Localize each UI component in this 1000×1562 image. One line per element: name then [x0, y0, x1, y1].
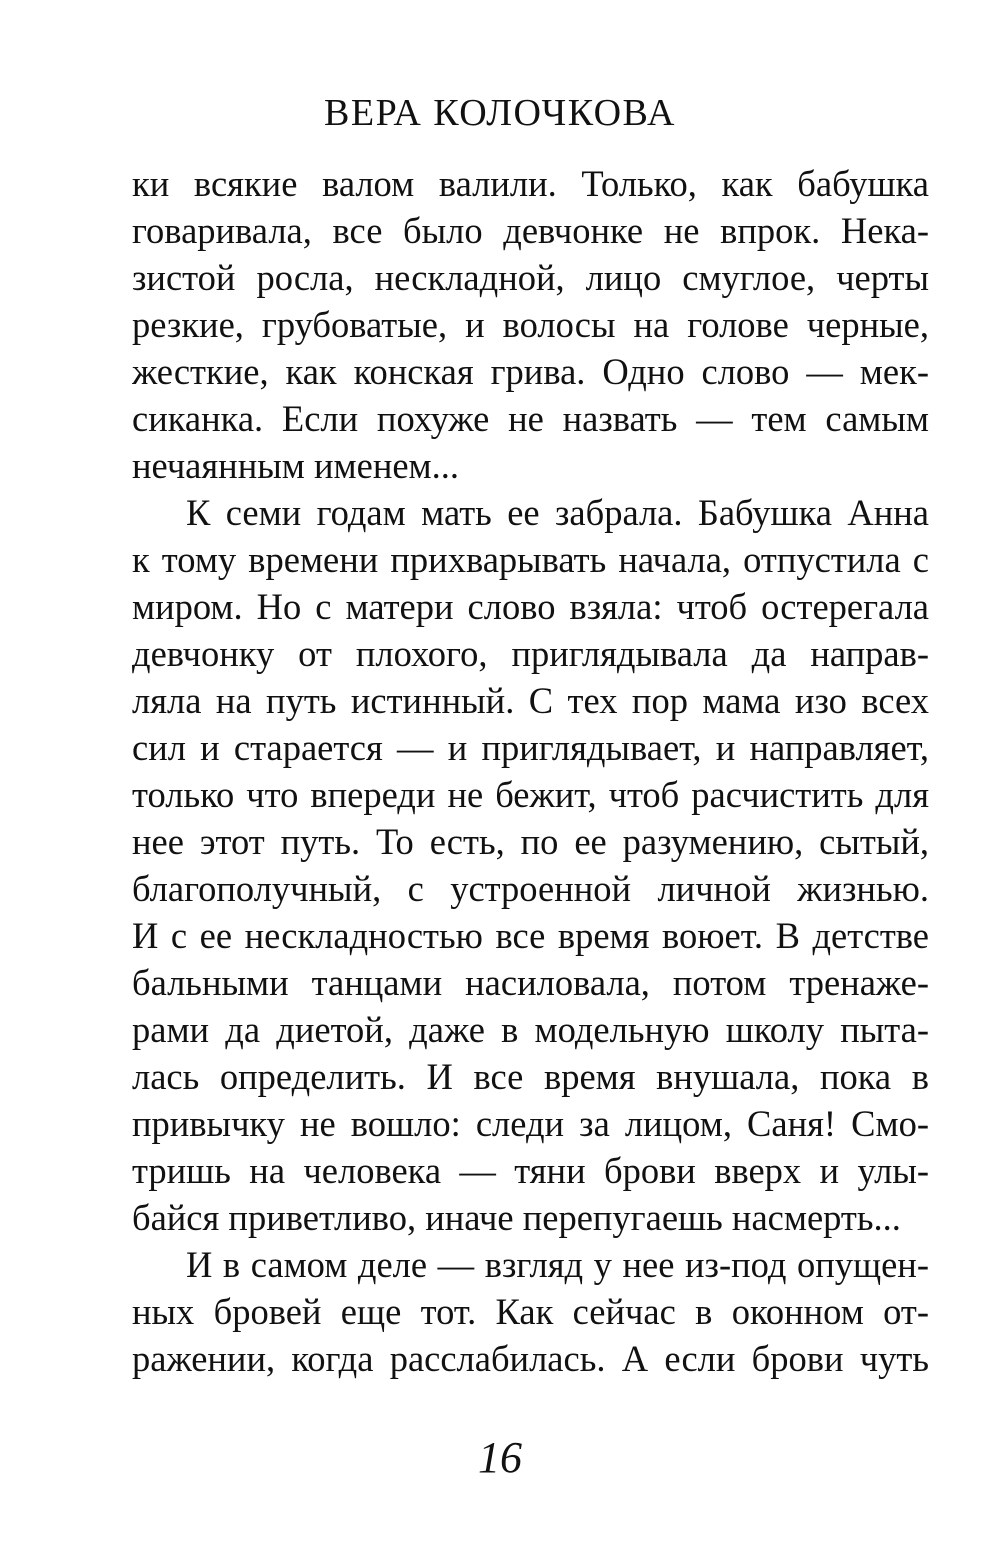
text-line: благополучный, с устроенной личной жизнью. — [132, 868, 929, 909]
text-line: жесткие, как конская грива. Одно слово — мек- — [132, 351, 929, 392]
text-line: говаривала, все было девчонке не впрок. Нека- — [132, 210, 929, 251]
running-head: ВЕРА КОЛОЧКОВА — [324, 92, 676, 134]
text-line: бальными танцами насиловала, потом тренаже- — [132, 962, 929, 1003]
text-line: рами да диетой, даже в модельную школу пыта- — [132, 1009, 929, 1050]
text-line: ражении, когда расслабилась. А если брови чуть — [132, 1338, 929, 1379]
paragraph — [132, 160, 929, 489]
text-line: тришь на человека — тяни брови вверх и улы- — [132, 1150, 929, 1191]
text-line: миром. Но с матери слово взяла: чтоб остерегала — [132, 586, 929, 627]
text-line: нечаянным именем... — [132, 445, 460, 486]
text-line: нее этот путь. То есть, по ее разумению, сытый, — [132, 821, 929, 862]
text-line: К семи годам мать ее забрала. Бабушка Анна — [186, 492, 929, 533]
text-line: И с ее нескладностью все время воюет. В детстве — [132, 915, 929, 956]
page-number: 16 — [478, 1433, 522, 1482]
text-line: привычку не вошло: следи за лицом, Саня! Смо- — [132, 1103, 929, 1144]
text-line: зистой росла, нескладной, лицо смуглое, черты — [132, 257, 929, 298]
text-line: к тому времени прихварывать начала, отпустила с — [132, 539, 929, 580]
text-line: лась определить. И все время внушала, пока в — [132, 1056, 929, 1097]
text-line: резкие, грубоватые, и волосы на голове черные, — [132, 304, 929, 345]
text-line: ных бровей еще тот. Как сейчас в оконном от- — [132, 1291, 929, 1332]
paragraph — [132, 1241, 929, 1382]
text-line: сиканка. Если похуже не назвать — тем самым — [132, 398, 929, 439]
text-line: ляла на путь истинный. С тех пор мама изо всех — [132, 680, 929, 721]
text-line: сил и старается — и приглядывает, и направляет, — [132, 727, 929, 768]
text-line: И в самом деле — взгляд у нее из-под опущен- — [186, 1244, 929, 1285]
text-line: байся приветливо, иначе перепугаешь насмерть... — [132, 1197, 901, 1238]
text-line: ки всякие валом валили. Только, как бабушка — [132, 163, 929, 204]
body-text — [132, 160, 929, 1382]
text-line: только что впереди не бежит, чтоб расчистить для — [132, 774, 929, 815]
text-line: девчонку от плохого, приглядывала да направ- — [132, 633, 929, 674]
paragraph — [132, 489, 929, 1241]
